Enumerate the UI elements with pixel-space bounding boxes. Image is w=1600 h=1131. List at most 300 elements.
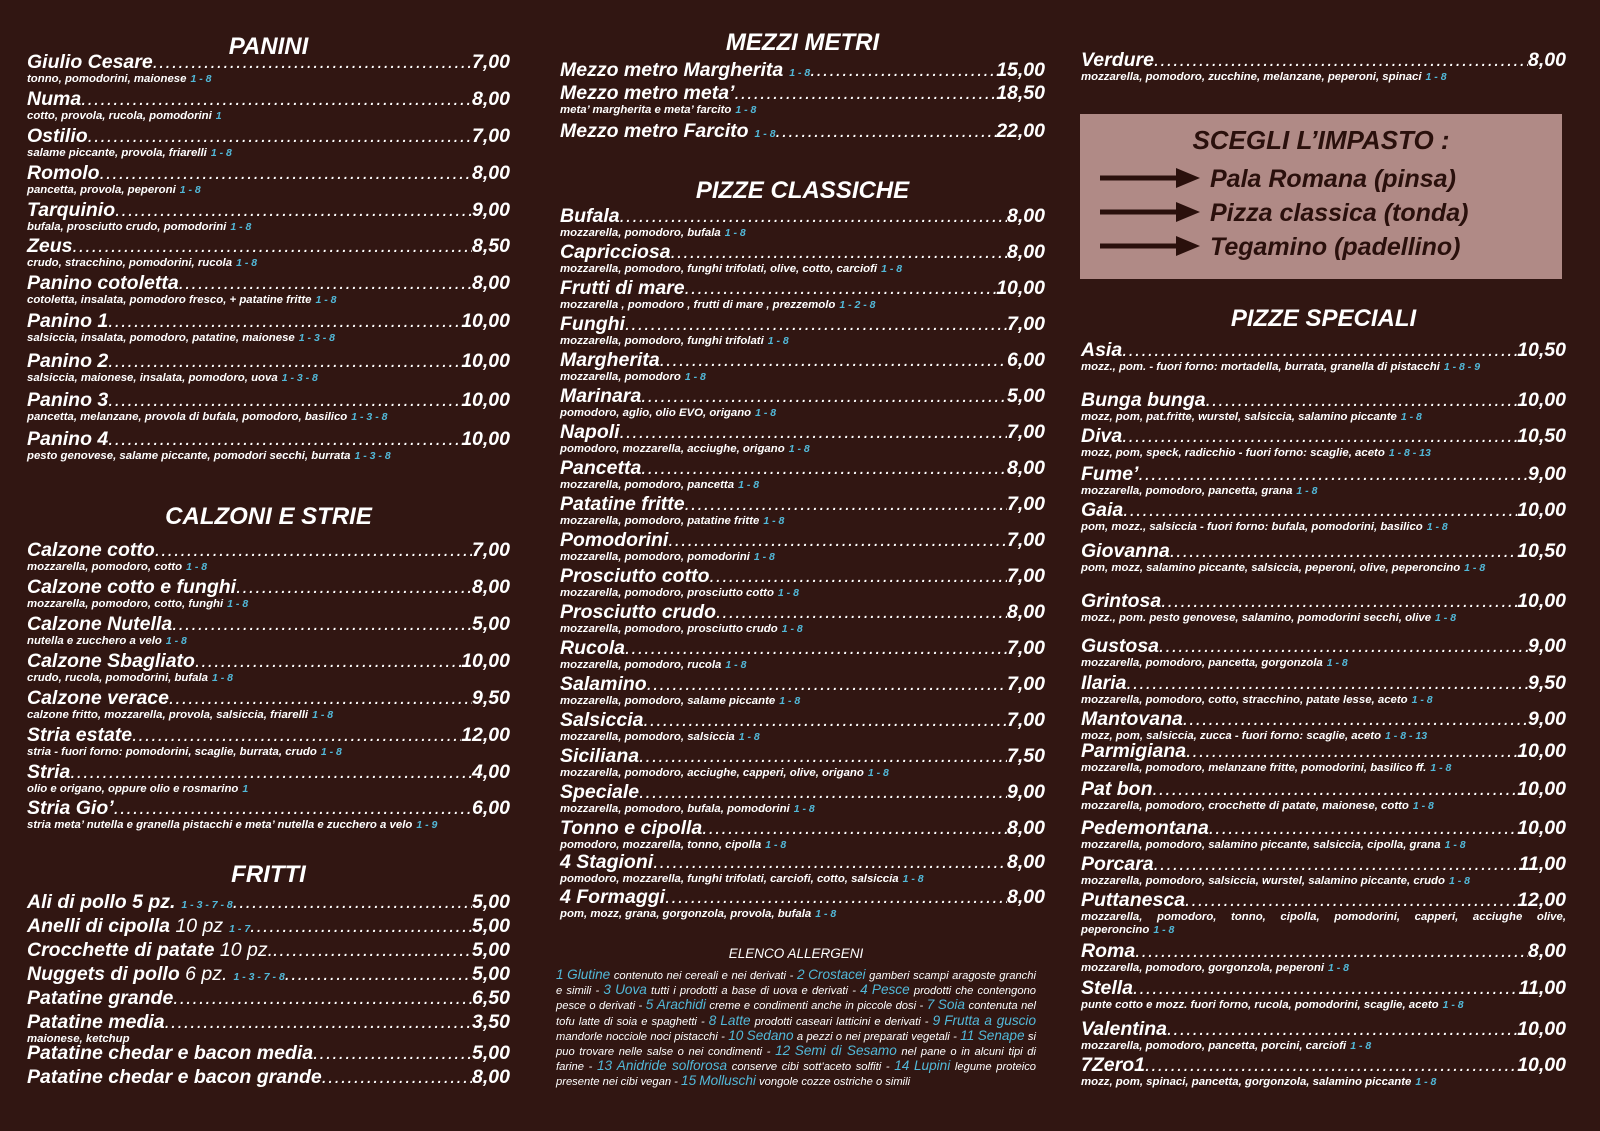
- menu-item: [1081, 978, 1566, 1012]
- item-name-text: 7Zero1: [1081, 1054, 1145, 1076]
- allergen-entry: 2 Crostacei gamberi scampi aragoste granchi e simili -: [556, 967, 1036, 998]
- item-description-text: mozz, pom, salsiccia, zucca - fuori forno: scaglie, aceto: [1081, 730, 1382, 742]
- item-description-text: bufala, prosciutto crudo, pomodorini: [27, 221, 227, 233]
- allergen-name: Soia: [937, 997, 965, 1013]
- menu-item-row: [27, 126, 510, 147]
- item-name-text: Panino 1: [27, 310, 109, 332]
- dot-leader: [233, 892, 472, 913]
- item-description-text: calzone fritto, mozzarella, provola, salsiccia, friarelli: [27, 709, 309, 721]
- menu-item: [27, 577, 510, 611]
- item-name-text: Calzone cotto e funghi: [27, 576, 237, 598]
- menu-item: [560, 83, 1045, 117]
- dot-leader: [108, 390, 461, 411]
- item-description: [560, 695, 1045, 708]
- item-name-text: Roma: [1081, 940, 1136, 962]
- dot-leader: [115, 200, 472, 221]
- allergen-name: Anidride solforosa: [616, 1058, 728, 1074]
- item-name-text: Romolo: [27, 162, 100, 184]
- allergen-codes: 1 - 8: [725, 659, 747, 671]
- item-name-text: Panino 2: [27, 350, 109, 372]
- item-description: [1081, 694, 1566, 707]
- item-price: 5,00: [472, 939, 510, 961]
- menu-item: [560, 206, 1045, 240]
- item-description-text: maionese, ketchup: [27, 1033, 130, 1045]
- section-title-calzoni: CALZONI E STRIE: [165, 503, 372, 530]
- item-description-text: punte cotto e mozz. fuori forno, rucola, pomodorini, scaglie, aceto: [1081, 999, 1439, 1011]
- item-price: 5,00: [1007, 385, 1045, 407]
- menu-item-row: [1081, 390, 1566, 411]
- menu-item: [27, 614, 510, 648]
- menu-item: [560, 278, 1045, 312]
- menu-item-row: [27, 762, 510, 783]
- item-price: 7,00: [1007, 673, 1045, 695]
- item-price: 7,00: [1007, 709, 1045, 731]
- item-description: [560, 407, 1045, 420]
- dot-leader: [641, 386, 1007, 407]
- dot-leader: [73, 236, 473, 257]
- allergen-codes: 1 - 8: [315, 294, 337, 306]
- item-name: [27, 273, 179, 294]
- menu-item-row: [1081, 854, 1566, 875]
- menu-item: [1081, 1055, 1566, 1089]
- item-name-text: Patatine grande: [27, 987, 174, 1009]
- menu-item-row: [560, 710, 1045, 731]
- menu-item-row: [560, 121, 1045, 145]
- menu-item-row: [27, 577, 510, 598]
- menu-item: [560, 121, 1045, 145]
- allergen-text: legume proteico presente nei cibi vegan: [556, 1061, 1037, 1089]
- item-description-text: pancetta, provola, peperoni: [27, 184, 176, 196]
- item-name: [560, 887, 665, 908]
- dot-leader: [250, 916, 472, 937]
- item-price: 7,00: [1007, 529, 1045, 551]
- impasto-box: [1080, 114, 1562, 279]
- menu-item-row: [27, 1067, 510, 1088]
- item-name: [27, 311, 108, 332]
- menu-item: [560, 422, 1045, 456]
- allergen-codes: 1 - 8: [1448, 875, 1470, 887]
- item-description: [560, 263, 1045, 276]
- allergen-codes: 1 - 8: [735, 104, 757, 116]
- allergen-name: Frutta a guscio: [944, 1012, 1037, 1028]
- menu-item: [1081, 741, 1566, 775]
- allergen-codes: 1 - 8: [789, 67, 811, 79]
- item-description-text: nutella e zucchero a velo: [27, 635, 162, 647]
- item-name-text: Asia: [1081, 339, 1123, 361]
- item-name-text: Gaia: [1081, 499, 1124, 521]
- item-quantity: 6 pz.: [185, 963, 228, 985]
- menu-item: [560, 530, 1045, 564]
- item-name-text: Calzone cotto: [27, 539, 155, 561]
- item-price: 10,00: [461, 428, 510, 450]
- item-description: [27, 672, 510, 685]
- dot-leader: [716, 602, 1007, 623]
- allergen-codes: 1 - 8: [1444, 839, 1466, 851]
- item-name-text: Mezzo metro Margherita: [560, 59, 784, 81]
- dot-leader: [88, 126, 472, 147]
- menu-item: [560, 602, 1045, 636]
- item-price: 8,00: [1007, 241, 1045, 263]
- menu-item-row: [560, 314, 1045, 335]
- allergen-codes: 1 - 8: [1400, 411, 1422, 423]
- item-description: [560, 873, 1045, 886]
- menu-item-row: [1081, 636, 1566, 657]
- allergen-text: a pezzi o nei preparati vegetali: [796, 1030, 950, 1043]
- item-description-text: pom, mozz, grana, gorgonzola, provola, bufala: [560, 908, 812, 920]
- item-price: 10,00: [1517, 499, 1566, 521]
- item-description: [560, 227, 1045, 240]
- item-description: [1081, 447, 1566, 460]
- allergen-codes: 1 - 8: [1430, 762, 1452, 774]
- menu-item: [27, 163, 510, 197]
- allergen-codes: 1 - 8: [210, 147, 232, 159]
- item-name: [27, 614, 172, 635]
- dot-leader: [685, 494, 1007, 515]
- item-name-text: Calzone Sbagliato: [27, 650, 195, 672]
- item-price: 5,00: [472, 613, 510, 635]
- item-description-text: mozzarella, pomodoro, pomodorini: [560, 551, 750, 563]
- dot-leader: [1145, 1055, 1517, 1076]
- allergen-text: gamberi scampi aragoste granchi e simili: [556, 970, 1036, 998]
- menu-item-row: [560, 746, 1045, 767]
- dot-leader: [1170, 541, 1517, 562]
- menu-item-row: [27, 429, 510, 450]
- dot-leader: [625, 638, 1007, 659]
- item-name-text: Prosciutto crudo: [560, 601, 717, 623]
- item-name: [560, 422, 620, 443]
- dot-leader: [108, 351, 461, 372]
- item-description-text: stria meta’ nutella e granella pistacchi e meta’ nutella e zucchero a velo: [27, 819, 413, 831]
- allergen-entry: 11 Senape si puo trovare nelle salse o nei condimenti -: [556, 1027, 1036, 1059]
- item-price: 18,50: [996, 82, 1045, 104]
- menu-item-row: [27, 236, 510, 257]
- menu-item: [27, 1067, 510, 1088]
- menu-item-row: [1081, 340, 1566, 361]
- allergen-entry: 8 Latte prodotti caseari latticini e derivati -: [708, 1012, 933, 1028]
- menu-item: [560, 852, 1045, 886]
- menu-item-row: [560, 782, 1045, 803]
- item-description-text: cotto, provola, rucola, pomodorini: [27, 110, 212, 122]
- item-price: 10,00: [1517, 1054, 1566, 1076]
- allergen-codes: 1 - 8 - 13: [1388, 447, 1431, 459]
- dot-leader: [1133, 978, 1519, 999]
- allergen-codes: 1 - 8: [781, 623, 803, 635]
- item-name-text: Porcara: [1081, 853, 1154, 875]
- allergen-codes: 1 - 8: [1153, 924, 1175, 936]
- item-price: 8,00: [1007, 205, 1045, 227]
- allergen-codes: 1 - 3 - 8: [351, 411, 388, 423]
- item-price: 10,00: [461, 389, 510, 411]
- menu-item-row: [27, 1043, 510, 1064]
- section-title-pizze-classiche: PIZZE CLASSICHE: [695, 177, 910, 204]
- item-price: 9,50: [1528, 672, 1566, 694]
- dot-leader: [100, 163, 472, 184]
- item-name-text: Calzone Nutella: [27, 613, 173, 635]
- dot-leader: [285, 964, 472, 985]
- item-name-text: Patatine media: [27, 1011, 165, 1033]
- item-description: [560, 443, 1045, 456]
- allergen-entry: 9 Frutta a guscio mandorle nocciole noci pistacchi -: [556, 1012, 1037, 1043]
- item-name: [1081, 500, 1123, 521]
- menu-item-row: [27, 89, 510, 110]
- menu-item-row: [1081, 779, 1566, 800]
- allergen-codes: 1 - 8: [1426, 521, 1448, 533]
- item-description-text: mozzarella, pomodoro, prosciutto crudo: [560, 623, 778, 635]
- dot-leader: [620, 422, 1007, 443]
- item-name: [27, 964, 285, 988]
- allergen-name: Arachidi: [656, 997, 706, 1013]
- dot-leader: [625, 314, 1007, 335]
- item-name: [27, 798, 114, 819]
- allergen-entry: 5 Arachidi creme e condimenti anche in piccole dosi -: [645, 997, 927, 1013]
- allergen-codes: 1 - 8: [1296, 485, 1318, 497]
- item-description-text: mozzarella, pomodoro, rucola: [560, 659, 722, 671]
- item-name: [560, 314, 625, 335]
- section-title-pizze-speciali: PIZZE SPECIALI: [1230, 305, 1417, 332]
- item-description-text: mozzarella, pomodoro, gorgonzola, peperoni: [1081, 962, 1325, 974]
- item-description: [1081, 411, 1566, 424]
- menu-item: [1081, 340, 1566, 374]
- allergen-entry: 10 Sedano a pezzi o nei preparati vegetali -: [728, 1027, 961, 1043]
- dot-leader: [1209, 818, 1517, 839]
- item-description-text: mozzarella, pomodoro, cotto, funghi: [27, 598, 224, 610]
- item-description: [1081, 361, 1566, 374]
- allergen-codes: 1 - 8 - 13: [1385, 730, 1428, 742]
- dot-leader: [70, 762, 472, 783]
- item-price: 8,50: [472, 235, 510, 257]
- item-description: [27, 598, 510, 611]
- item-name: [560, 674, 647, 695]
- item-name: [27, 163, 100, 184]
- item-description: [560, 335, 1045, 348]
- item-name-text: Patatine fritte: [560, 493, 685, 515]
- allergen-codes: 1 - 8: [793, 803, 815, 815]
- item-name-text: Panino 3: [27, 389, 109, 411]
- menu-item: [1081, 591, 1566, 625]
- allergen-number: 15: [681, 1073, 697, 1089]
- menu-item-row: [1081, 978, 1566, 999]
- item-description: [560, 104, 1045, 117]
- item-description-text: mozzarella, pomodoro, pancetta, gorgonzola: [1081, 657, 1323, 669]
- menu-item-row: [560, 386, 1045, 407]
- item-description-text: mozzarella , pomodoro , frutti di mare , prezzemolo: [560, 299, 836, 311]
- allergen-codes: 1 - 8: [1412, 800, 1434, 812]
- menu-item-row: [1081, 1019, 1566, 1040]
- item-name-text: Panino 4: [27, 428, 109, 450]
- item-description: [27, 746, 510, 759]
- menu-item-row: [27, 390, 510, 411]
- allergen-number: 12: [775, 1043, 791, 1059]
- item-description: [560, 623, 1045, 636]
- dot-leader: [169, 688, 472, 709]
- item-name: [27, 892, 233, 916]
- item-description-text: mozzarella, pomodoro, funghi trifolati: [560, 335, 764, 347]
- item-name-text: Speciale: [560, 781, 640, 803]
- item-description-text: mozzarella, pomodoro, patatine fritte: [560, 515, 760, 527]
- item-description-text: pancetta, melanzane, provola di bufala, pomodoro, basilico: [27, 411, 348, 423]
- item-description: [560, 803, 1045, 816]
- menu-item-row: [560, 566, 1045, 587]
- allergen-name: Semi di Sesamo: [794, 1043, 897, 1059]
- menu-item-row: [27, 200, 510, 221]
- item-price: 11,00: [1518, 977, 1566, 999]
- allergen-name: Uova: [615, 982, 647, 998]
- impasto-title: SCEGLI L’IMPASTO :: [1192, 125, 1450, 155]
- allergen-codes: 1 - 8: [763, 515, 785, 527]
- menu-item-row: [27, 52, 510, 73]
- allergen-codes: 1: [215, 110, 222, 122]
- menu-item: [27, 540, 510, 574]
- allergen-codes: 1 - 8: [777, 587, 799, 599]
- menu-item: [27, 311, 510, 345]
- allergen-codes: 1 - 8: [1326, 657, 1348, 669]
- item-price: 10,00: [1517, 389, 1566, 411]
- item-description-text: cotoletta, insalata, pomodoro fresco, + patatine fritte: [27, 294, 312, 306]
- item-name: [1081, 890, 1185, 911]
- item-description: [1081, 562, 1566, 575]
- dot-leader: [1183, 709, 1528, 730]
- item-price: 8,00: [1007, 851, 1045, 873]
- item-price: 8,00: [1007, 457, 1045, 479]
- allergen-entry: 12 Semi di Sesamo nel pane o in alcuni tipi di farine -: [556, 1043, 1036, 1074]
- item-description: [1081, 71, 1566, 84]
- item-description-text: mozzarella, pomodoro, pancetta: [560, 479, 735, 491]
- dot-leader: [1159, 636, 1528, 657]
- menu-item-row: [1081, 890, 1566, 911]
- item-description: [27, 184, 510, 197]
- item-name-text: Frutti di mare: [560, 277, 685, 299]
- item-price: 8,00: [1007, 886, 1045, 908]
- allergen-codes: 1 - 8: [767, 335, 789, 347]
- menu-item-row: [560, 887, 1045, 908]
- menu-item: [1081, 818, 1566, 852]
- dot-leader: [810, 60, 996, 81]
- item-name: [560, 386, 641, 407]
- item-name: [560, 206, 620, 227]
- dot-leader: [236, 577, 472, 598]
- item-description-text: mozzarella, pomodoro, zucchine, melanzane, peperoni, spinaci: [1081, 71, 1422, 83]
- allergen-codes: 1 - 8: [684, 371, 706, 383]
- item-name-text: Patatine chedar e bacon media: [27, 1042, 314, 1064]
- item-price: 10,00: [461, 350, 510, 372]
- allergen-codes: 1 - 8: [1328, 962, 1350, 974]
- item-name: [1081, 978, 1133, 999]
- menu-item-row: [27, 351, 510, 372]
- item-description-text: mozzarella, pomodoro, tonno, cipolla, pomodorini, capperi, acciughe olive, peperoncino: [1081, 911, 1566, 936]
- menu-item: [560, 674, 1045, 708]
- item-price: 10,50: [1517, 425, 1566, 447]
- menu-item-row: [27, 892, 510, 916]
- item-name-text: Calzone verace: [27, 687, 169, 709]
- menu-item: [1081, 390, 1566, 424]
- menu-item: [1081, 636, 1566, 670]
- allergen-number: 7: [926, 997, 935, 1013]
- dot-leader: [1127, 673, 1529, 694]
- item-description: [27, 635, 510, 648]
- item-name: [1081, 673, 1127, 694]
- item-price: 10,00: [461, 310, 510, 332]
- item-description: [560, 908, 1045, 921]
- item-name-text: Diva: [1081, 425, 1123, 447]
- arrow-right-icon: [1100, 200, 1200, 224]
- allergen-codes: 1 - 8: [1442, 999, 1464, 1011]
- item-name: [27, 725, 132, 746]
- item-quantity: 10 pz.: [219, 939, 274, 961]
- allergen-text: contenuto nei cereali e nei derivati: [613, 970, 787, 982]
- dot-leader: [155, 540, 472, 561]
- allergen-number: 1: [556, 967, 564, 982]
- item-description: [27, 783, 510, 796]
- item-description-text: mozz., pom. pesto genovese, salamino, pomodorini secchi, olive: [1081, 612, 1432, 624]
- item-name-text: Ostilio: [27, 125, 88, 147]
- menu-item: [27, 200, 510, 234]
- dot-leader: [643, 710, 1007, 731]
- item-name-text: Mezzo metro meta’: [560, 82, 735, 104]
- allergen-codes: 1 - 8: [754, 128, 776, 140]
- item-name-text: Pedemontana: [1081, 817, 1209, 839]
- item-name-text: Margherita: [560, 349, 660, 371]
- menu-item: [1081, 541, 1566, 575]
- item-price: 11,00: [1518, 853, 1566, 875]
- item-name-text: Capricciosa: [560, 241, 671, 263]
- item-name-text: Tarquinio: [27, 199, 116, 221]
- impasto-option-2: [1100, 198, 1552, 228]
- item-name: [560, 242, 671, 263]
- allergen-text: vongole cozze ostriche o simili: [759, 1076, 911, 1089]
- menu-item: [560, 638, 1045, 672]
- item-name-text: Marinara: [560, 385, 642, 407]
- allergen-text: si puo trovare nelle salse o nei condimenti: [556, 1030, 1036, 1059]
- item-description-text: mozz, pom, pat.fritte, wurstel, salsiccia, salamino piccante: [1081, 411, 1397, 423]
- dot-leader: [179, 273, 472, 294]
- item-name: [560, 852, 653, 873]
- item-description: [27, 257, 510, 270]
- item-name-text: Nuggets di pollo: [27, 963, 180, 985]
- item-description-text: crudo, stracchino, pomodorini, rucola: [27, 257, 233, 269]
- allergen-codes: 1 - 8: [320, 746, 342, 758]
- item-price: 12,00: [461, 724, 510, 746]
- item-price: 5,00: [472, 963, 510, 985]
- dot-leader: [660, 350, 1007, 371]
- impasto-option-label: Pala Romana (pinsa): [1210, 165, 1456, 193]
- allergen-codes: 1 - 3 - 8: [298, 332, 335, 344]
- item-name: [560, 530, 668, 551]
- item-name: [560, 602, 716, 623]
- dot-leader: [1138, 464, 1528, 485]
- item-price: 7,00: [472, 125, 510, 147]
- menu-item: [27, 390, 510, 424]
- item-price: 5,00: [472, 915, 510, 937]
- item-price: 10,00: [1517, 1018, 1566, 1040]
- item-description: [1081, 962, 1566, 975]
- item-name: [27, 540, 155, 561]
- item-description-text: mozzarella, pomodoro, melanzane fritte, pomodorini, basilico ff.: [1081, 762, 1427, 774]
- item-description-text: mozz, pom, speck, radicchio - fuori forno: scaglie, aceto: [1081, 447, 1385, 459]
- item-name: [560, 83, 734, 104]
- item-price: 6,50: [472, 987, 510, 1009]
- dot-leader: [195, 651, 461, 672]
- item-name-text: Siciliana: [560, 745, 640, 767]
- allergen-name: Crostacei: [808, 967, 866, 982]
- item-description-text: pom, mozz., salsiccia - fuori forno: bufala, pomodorini, basilico: [1081, 521, 1423, 533]
- item-name-text: 4 Formaggi: [560, 886, 666, 908]
- dot-leader: [668, 530, 1007, 551]
- item-description: [560, 479, 1045, 492]
- allergen-name: Molluschi: [699, 1073, 756, 1089]
- allergen-codes: 1 - 8: [765, 839, 787, 851]
- allergen-number: 11: [960, 1027, 975, 1043]
- item-price: 7,00: [1007, 313, 1045, 335]
